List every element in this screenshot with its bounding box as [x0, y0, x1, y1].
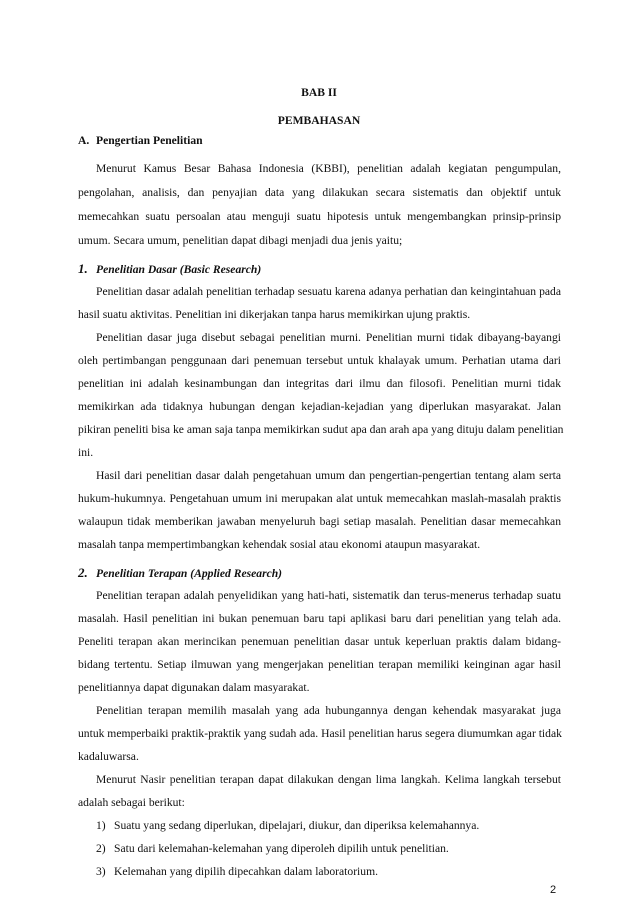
s1-line: masalah tanpa mempertimbangkan kehendak sosial atau ekonomi ataupun masyarakat. [78, 538, 481, 551]
intro-text-1: Menurut Kamus Besar Bahasa Indonesia (KBBI), penelitian adalah kegiatan pengumpulan, [96, 162, 561, 175]
s1-line: hukum-hukumnya. Pengetahuan umum ini merupakan alat untuk memecahkan maslah-masalah praktis [78, 492, 561, 505]
subsection-1-heading [78, 262, 561, 276]
s2-line: kadaluwarsa. [78, 750, 139, 763]
section-a-heading [78, 134, 561, 147]
step-text: Suatu yang sedang diperlukan, dipelajari, diukur, dan diperiksa kelemahannya. [114, 819, 480, 832]
step-number: 1) [96, 819, 106, 832]
s2-line: penelitiannya dapat digunakan dalam masyarakat. [78, 681, 310, 694]
s1-line: memikirkan ada tidaknya hubungan dengan kejadian-kejadian yang diperlukan masyarakat. Jalan [78, 400, 561, 413]
s1-line: walaupun tidak memberikan jawaban menyeluruh bagi setiap masalah. Penelitian dasar memecahkan [78, 515, 561, 528]
s2-line: Peneliti terapan akan merincikan penemuan penelitian dasar untuk keperluan praktis dalam bidang- [78, 635, 561, 648]
intro-line-4: umum. Secara umum, penelitian dapat dibagi menjadi dua jenis yaitu; [78, 234, 403, 247]
section-a-marker: A. [78, 134, 90, 147]
s2-line: Penelitian terapan adalah penyelidikan yang hati-hati, sistematik dan terus-menerus terhadap suatu [96, 589, 561, 602]
subsection-2-title: Penelitian Terapan (Applied Research) [96, 567, 283, 580]
subsection-1-number: 1. [78, 261, 88, 276]
step-number: 3) [96, 865, 106, 878]
chapter-heading: BAB II [301, 86, 337, 99]
s1-line: penelitian ini adalah kesinambungan dan integritas dari ilmu dan filosofi. Penelitian murni tidak [78, 377, 561, 390]
s1-line: oleh pertimbangan penggunaan dari penemuan tersebut untuk khalayak umum. Perhatian utama dari [78, 354, 561, 367]
subsection-2-number: 2. [78, 565, 88, 580]
step-item-3 [96, 865, 561, 878]
s1-line: hasil suatu aktivitas. Penelitian ini dikerjakan tanpa harus memikirkan ujung praktis. [78, 308, 471, 321]
step-item-2 [96, 842, 561, 855]
step-item-1 [96, 819, 561, 832]
subsection-2-heading [78, 566, 561, 580]
section-a-title: Pengertian Penelitian [96, 134, 203, 147]
step-text: Kelemahan yang dipilih dipecahkan dalam laboratorium. [114, 865, 378, 878]
s2-line: untuk memperbaiki praktik-praktik yang sudah ada. Hasil penelitian harus segera diumumkan agar tidak [78, 727, 562, 740]
subsection-1-title: Penelitian Dasar (Basic Research) [96, 263, 262, 276]
intro-line-2: pengolahan, analisis, dan penyajian data yang dilakukan secara sistematis dan objektif untuk [78, 186, 561, 199]
s2-line: Penelitian terapan memilih masalah yang ada hubungannya dengan kehendak masyarakat juga [96, 704, 561, 717]
s1-line: Penelitian dasar juga disebut sebagai penelitian murni. Penelitian murni tidak dibayang-bayangi [96, 331, 561, 344]
page-number: 2 [550, 884, 557, 896]
s1-line: ini. [78, 446, 94, 459]
s2-line: masalah. Hasil penelitian ini bukan penemuan baru tapi aplikasi baru dari penelitian yang telah ada. [78, 612, 561, 625]
step-number: 2) [96, 842, 106, 855]
s2-line: adalah sebagai berikut: [78, 796, 185, 809]
s2-line: Menurut Nasir penelitian terapan dapat dilakukan dengan lima langkah. Kelima langkah tersebut [96, 773, 561, 786]
s2-line: bidang tertentu. Setiap ilmuwan yang mengerjakan penelitian terapan memiliki keinginan agar hasil [78, 658, 561, 671]
step-text: Satu dari kelemahan-kelemahan yang diperoleh dipilih untuk penelitian. [114, 842, 449, 855]
s1-line: Penelitian dasar adalah penelitian terhadap sesuatu karena adanya perhatian dan keingintahuan pada [96, 285, 561, 298]
chapter-title: PEMBAHASAN [277, 114, 361, 127]
intro-line-1 [96, 162, 561, 175]
intro-line-3: memecahkan suatu persoalan atau menguji suatu hipotesis untuk mengembangkan prinsip-prinsip [78, 210, 561, 223]
s1-line: pikiran peneliti bisa ke aman saja tanpa memikirkan sudut apa dan arah apa yang dituju dalam penelitian [78, 423, 564, 436]
s1-line: Hasil dari penelitian dasar dalah pengetahuan umum dan pengertian-pengertian tentang alam serta [96, 469, 561, 482]
